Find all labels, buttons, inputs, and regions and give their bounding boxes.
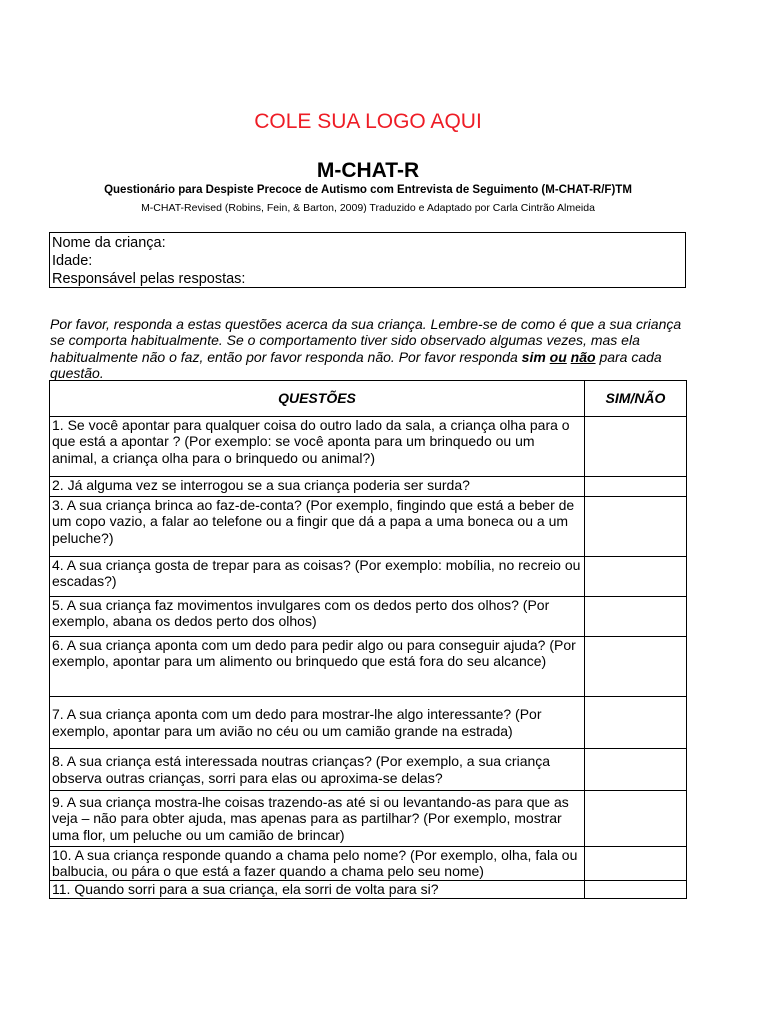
instructions-nao: não — [570, 348, 596, 365]
question-text: 1. Se você apontar para qualquer coisa do outro lado da sala, a criança olha para o que está a apontar ? (Por exemplo: se você aponta para um brinquedo ou um animal, a criança olha para o brinquedo ou animal?) — [50, 417, 585, 477]
question-text: 5. A sua criança faz movimentos invulgares com os dedos perto dos olhos? (Por exemplo, abana os dedos perto dos olhos) — [50, 597, 585, 637]
table-row — [50, 847, 687, 881]
answer-cell[interactable] — [585, 847, 687, 881]
instructions-sim: sim — [521, 348, 546, 365]
table-row — [50, 697, 687, 749]
responsible-field[interactable]: Responsável pelas respostas: — [52, 271, 246, 287]
question-text: 4. A sua criança gosta de trepar para as coisas? (Por exemplo: mobília, no recreio ou escadas?) — [50, 557, 585, 597]
table-row — [50, 749, 687, 791]
logo-placeholder: COLE SUA LOGO AQUI — [254, 110, 482, 133]
table-row — [50, 597, 687, 637]
question-text: 10. A sua criança responde quando a chama pelo nome? (Por exemplo, olha, fala ou balbucia, ou pára o que está a fazer quando a chama pelo seu nome) — [50, 847, 585, 881]
question-text: 11. Quando sorri para a sua criança, ela sorri de volta para si? — [50, 881, 585, 899]
answer-cell[interactable] — [585, 791, 687, 847]
table-row — [50, 417, 687, 477]
answer-cell[interactable] — [585, 881, 687, 899]
answer-cell[interactable] — [585, 597, 687, 637]
answer-cell[interactable] — [585, 637, 687, 697]
credit-line: M-CHAT-Revised (Robins, Fein, & Barton, 2009) Traduzido e Adaptado por Carla Cintrão Almeida — [141, 202, 595, 214]
page-subtitle: Questionário para Despiste Precoce de Autismo com Entrevista de Seguimento (M-CHAT-R/F)TM — [104, 184, 632, 196]
instructions — [50, 316, 690, 381]
table-row — [50, 791, 687, 847]
questions-table — [49, 380, 687, 899]
answer-cell[interactable] — [585, 697, 687, 749]
answer-cell[interactable] — [585, 557, 687, 597]
table-row — [50, 557, 687, 597]
table-row — [50, 477, 687, 497]
page-title: M-CHAT-R — [316, 159, 420, 182]
question-text: 2. Já alguma vez se interrogou se a sua criança poderia ser surda? — [50, 477, 585, 497]
answer-header: SIM/NÃO — [585, 381, 687, 417]
child-name-field[interactable]: Nome da criança: — [52, 235, 166, 251]
question-text: 7. A sua criança aponta com um dedo para mostrar-lhe algo interessante? (Por exemplo, apontar para um avião no céu ou um camião grande na estrada) — [50, 697, 585, 749]
answer-cell[interactable] — [585, 417, 687, 477]
question-text: 8. A sua criança está interessada noutras crianças? (Por exemplo, a sua criança observa outras crianças, sorri para elas ou aproxima-se delas? — [50, 749, 585, 791]
question-text: 6. A sua criança aponta com um dedo para pedir algo ou para conseguir ajuda? (Por exemplo, apontar para um alimento ou brinquedo que está fora do seu alcance) — [50, 637, 585, 697]
answer-cell[interactable] — [585, 749, 687, 791]
question-text: 9. A sua criança mostra-lhe coisas trazendo-as até si ou levantando-as para que as veja – não para obter ajuda, mas apenas para as partilhar? (Por exemplo, mostrar uma flor, um peluche ou um camião de brincar) — [50, 791, 585, 847]
age-field[interactable]: Idade: — [52, 253, 93, 269]
instructions-tail: para cada questão. — [50, 348, 662, 381]
instructions-ou: ou — [549, 348, 567, 365]
answer-cell[interactable] — [585, 497, 687, 557]
info-box — [49, 232, 686, 288]
table-row — [50, 881, 687, 899]
answer-cell[interactable] — [585, 477, 687, 497]
question-text: 3. A sua criança brinca ao faz-de-conta? (Por exemplo, fingindo que está a beber de um copo vazio, a falar ao telefone ou a fingir que dá a papa a uma boneca ou a um peluche?) — [50, 497, 585, 557]
questions-header: QUESTÕES — [50, 381, 585, 417]
table-row — [50, 497, 687, 557]
instructions-text: Por favor, responda a estas questões acerca da sua criança. Lembre-se de como é que a sua criança se comporta habitualmente. Se o comportamento tiver sido observado algumas vezes, mas ela habitualmente não o faz, então por favor responda não. Por favor responda — [50, 316, 682, 365]
table-header-row — [50, 381, 687, 417]
table-row — [50, 637, 687, 697]
